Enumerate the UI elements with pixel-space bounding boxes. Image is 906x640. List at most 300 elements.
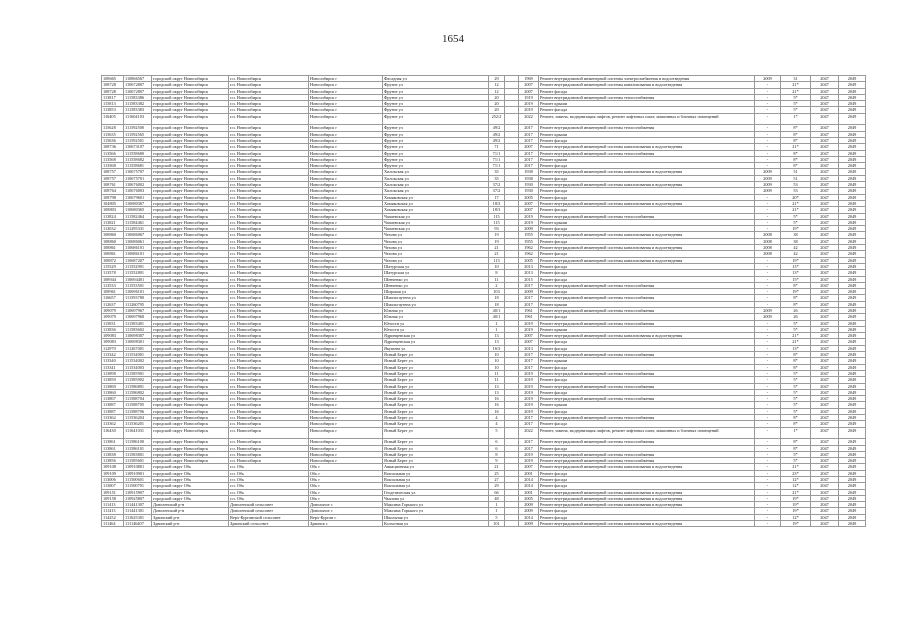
cell-record-id: 109079 — [102, 314, 124, 320]
cell-last-repair-year: - — [755, 445, 781, 451]
cell-plan-start-year: 2047 — [811, 156, 839, 162]
cell-locality: Обь г — [309, 483, 383, 489]
cell-record-id: 113006 — [102, 477, 124, 483]
cell-record-id: 113856 — [102, 458, 124, 464]
cell-house-number: 10 — [489, 364, 505, 370]
cell-plan-start-year: 2047 — [811, 94, 839, 100]
cell-work-type: Ремонт фасада — [539, 339, 755, 345]
cell-house-number: 13 — [489, 339, 505, 345]
cell-last-repair-year: - — [755, 415, 781, 421]
cell-street: Южная ул — [383, 314, 489, 320]
cell-system-code: 111585901 — [124, 370, 152, 376]
cell-last-repair-year: - — [755, 113, 781, 125]
cell-plan-end-year: 2049 — [839, 238, 866, 244]
cell-record-id: 116430 — [102, 427, 124, 439]
cell-locality: Новосибирск г — [309, 232, 383, 238]
cell-wear-years: 8* — [781, 125, 811, 131]
cell-plan-start-year: 2047 — [811, 245, 839, 251]
cell-system-code: 110910901 — [124, 470, 152, 476]
cell-locality: Новосибирск г — [309, 238, 383, 244]
cell-system-code: 111585902 — [124, 377, 152, 383]
cell-record-id: 108861 — [102, 245, 124, 251]
cell-system-code: 111585601 — [124, 458, 152, 464]
cell-system-code: 111534001 — [124, 352, 152, 358]
cell-year-built: 2007 — [519, 200, 539, 206]
cell-plan-end-year: 2049 — [839, 314, 866, 320]
cell-plan-start-year: 2047 — [811, 415, 839, 421]
cell-work-type: Ремонт фасада — [539, 226, 755, 232]
cell-plan-start-year: 2047 — [811, 458, 839, 464]
cell-street: Вокзальная ул — [383, 470, 489, 476]
cell-plan-start-year: 2047 — [811, 521, 839, 527]
cell-settlement: г.п. Новосибирск — [229, 314, 309, 320]
cell-settlement: г.п. Новосибирск — [229, 88, 309, 94]
cell-year-built: 2005 — [519, 257, 539, 263]
cell-plan-start-year: 2047 — [811, 207, 839, 213]
cell-system-code: 111267001 — [124, 345, 152, 351]
cell-year-built: 1969 — [519, 76, 539, 82]
cell-work-type: Ремонт фасада — [539, 194, 755, 200]
cell-locality: Новосибирск г — [309, 144, 383, 150]
table-body — [102, 76, 866, 527]
cell-municipal-district: городской округ Новосибирск — [152, 345, 229, 351]
cell-wear-years: 8* — [781, 439, 811, 445]
cell-plan-start-year: 2047 — [811, 477, 839, 483]
cell-street: Ядринцевская ул — [383, 333, 489, 339]
cell-locality: Новосибирск г — [309, 364, 383, 370]
cell-locality: Новосибирск г — [309, 326, 383, 332]
cell-settlement: г.п. Новосибирск — [229, 458, 309, 464]
cell-record-id: 108757 — [102, 169, 124, 175]
cell-plan-start-year: 2047 — [811, 113, 839, 125]
cell-system-code: 110680365 — [124, 207, 152, 213]
cell-system-code: 110686061 — [124, 238, 152, 244]
cell-work-type: Ремонт крыши — [539, 101, 755, 107]
cell-year-built: 2017 — [519, 415, 539, 421]
cell-street: Авиационная ул — [383, 464, 489, 470]
cell-system-code: 111588704 — [124, 396, 152, 402]
cell-wear-years: 21* — [781, 333, 811, 339]
cell-locality: Новосибирск г — [309, 194, 383, 200]
cell-house-number: 27 — [489, 477, 505, 483]
cell-record-id: 112970 — [102, 345, 124, 351]
cell-municipal-district: городской округ Обь — [152, 464, 229, 470]
cell-plan-start-year: 2047 — [811, 345, 839, 351]
cell-system-code: 110675707 — [124, 169, 152, 175]
cell-record-id: 115635 — [102, 131, 124, 137]
cell-municipal-district: городской округ Новосибирск — [152, 389, 229, 395]
cell-settlement: г.п. Новосибирск — [229, 320, 309, 326]
cell-system-code: 111260795 — [124, 301, 152, 307]
cell-record-id: 113859 — [102, 377, 124, 383]
cell-street: Геодезическая ул — [383, 489, 489, 495]
cell-work-type: Ремонт крыши — [539, 131, 755, 137]
cell-settlement: г.п. Новосибирск — [229, 137, 309, 143]
cell-house-number: 18 — [489, 301, 505, 307]
cell-year-built: 2017 — [519, 131, 539, 137]
cell-plan-end-year: 2049 — [839, 358, 866, 364]
cell-locality: Довольное с — [309, 508, 383, 514]
cell-wear-years: 19* — [781, 521, 811, 527]
cell-settlement: г.п. Новосибирск — [229, 219, 309, 225]
cell-year-built: 2014 — [519, 514, 539, 520]
cell-street: Чапаевская ул — [383, 213, 489, 219]
document-sheet — [101, 75, 865, 527]
cell-street: Хомяковская ул — [383, 194, 489, 200]
cell-record-id: 115831 — [102, 320, 124, 326]
cell-work-type: Ремонт внутридомовой инженерной системы теплоснабжения — [539, 451, 755, 457]
cell-settlement: г.п. Новосибирск — [229, 408, 309, 414]
cell-municipal-district: городской округ Новосибирск — [152, 200, 229, 206]
cell-plan-end-year: 2049 — [839, 207, 866, 213]
cell-street: Ясный Берег ул — [383, 458, 489, 464]
cell-last-repair-year: - — [755, 213, 781, 219]
cell-municipal-district: городской округ Новосибирск — [152, 307, 229, 313]
cell-locality: Новосибирск г — [309, 270, 383, 276]
cell-record-id: 113340 — [102, 358, 124, 364]
cell-work-type: Ремонт фасада — [539, 314, 755, 320]
cell-plan-start-year: 2047 — [811, 439, 839, 445]
cell-system-code: 111500701 — [124, 483, 152, 489]
cell-building — [505, 521, 519, 527]
cell-system-code: 110686101 — [124, 245, 152, 251]
cell-house-number: 18 — [489, 295, 505, 301]
cell-system-code: 111558681 — [124, 163, 152, 169]
cell-municipal-district: городской округ Новосибирск — [152, 175, 229, 181]
cell-system-code: 111583801 — [124, 451, 152, 457]
cell-plan-end-year: 2049 — [839, 333, 866, 339]
cell-settlement: г.п. Новосибирск — [229, 150, 309, 156]
cell-plan-end-year: 2049 — [839, 451, 866, 457]
cell-last-repair-year: - — [755, 125, 781, 131]
cell-house-number: 8 — [489, 451, 505, 457]
cell-work-type: Ремонт фасада — [539, 276, 755, 282]
cell-system-code: 111146407 — [124, 521, 152, 527]
cell-house-number: 11 — [489, 377, 505, 383]
cell-wear-years: 5* — [781, 94, 811, 100]
cell-last-repair-year: 2008 — [755, 245, 781, 251]
cell-house-number: 12 — [489, 82, 505, 88]
cell-municipal-district: городской округ Новосибирск — [152, 445, 229, 451]
cell-wear-years: 5* — [781, 370, 811, 376]
cell-plan-end-year: 2049 — [839, 402, 866, 408]
cell-municipal-district: городской округ Новосибирск — [152, 101, 229, 107]
cell-settlement: г.п. Обь — [229, 464, 309, 470]
cell-work-type: Ремонт фасада — [539, 289, 755, 295]
cell-locality: Новосибирск г — [309, 107, 383, 113]
cell-house-number: 10 — [489, 352, 505, 358]
cell-system-code: 111582464 — [124, 213, 152, 219]
cell-municipal-district: городской округ Новосибирск — [152, 194, 229, 200]
cell-work-type: Ремонт внутридомовой инженерной системы канализования и водоотведения — [539, 245, 755, 251]
cell-work-type: Ремонт крыши — [539, 402, 755, 408]
cell-building — [505, 427, 519, 439]
cell-work-type: Ремонт внутридомовой инженерной системы электроснабжения и водоотведения — [539, 76, 755, 82]
cell-locality: Новосибирск г — [309, 200, 383, 206]
cell-plan-start-year: 2047 — [811, 169, 839, 175]
cell-work-type: Ремонт крыши — [539, 301, 755, 307]
cell-municipal-district: городской округ Новосибирск — [152, 439, 229, 445]
cell-street: Юности ул — [383, 326, 489, 332]
cell-municipal-district: городской округ Новосибирск — [152, 82, 229, 88]
cell-settlement: г.п. Новосибирск — [229, 245, 309, 251]
cell-plan-start-year: 2047 — [811, 445, 839, 451]
cell-settlement: г.п. Обь — [229, 477, 309, 483]
cell-street: Фрунзе ул — [383, 107, 489, 113]
cell-record-id: 113853 — [102, 107, 124, 113]
cell-locality: Новосибирск г — [309, 345, 383, 351]
cell-settlement: г.п. Новосибирск — [229, 125, 309, 131]
cell-house-number: 11 — [489, 370, 505, 376]
cell-year-built: 2007 — [519, 207, 539, 213]
cell-house-number: 13 — [489, 389, 505, 395]
cell-plan-start-year: 2047 — [811, 232, 839, 238]
cell-record-id: 109079 — [102, 307, 124, 313]
cell-house-number: 93 — [489, 226, 505, 232]
cell-house-number: 16 — [489, 408, 505, 414]
cell-record-id: 108728 — [102, 82, 124, 88]
cell-street: Южная ул — [383, 307, 489, 313]
cell-work-type: Ремонт внутридомовой инженерной системы теплоснабжения — [539, 295, 755, 301]
cell-wear-years: 8* — [781, 415, 811, 421]
cell-year-built: 2009 — [519, 508, 539, 514]
cell-year-built: 2017 — [519, 301, 539, 307]
cell-municipal-district: городской округ Новосибирск — [152, 238, 229, 244]
cell-system-code: 111295331 — [124, 226, 152, 232]
cell-locality: Новосибирск г — [309, 339, 383, 345]
cell-wear-years: 23* — [781, 470, 811, 476]
cell-locality: Новосибирск г — [309, 88, 383, 94]
cell-locality: Новосибирск г — [309, 182, 383, 188]
cell-house-number: 35 — [489, 175, 505, 181]
cell-wear-years: 5* — [781, 101, 811, 107]
cell-system-code: 111583383 — [124, 107, 152, 113]
cell-year-built: 1938 — [519, 169, 539, 175]
cell-settlement: г.п. Новосибирск — [229, 364, 309, 370]
cell-locality: Новосибирск г — [309, 125, 383, 131]
cell-last-repair-year: 2008 — [755, 238, 781, 244]
cell-plan-start-year: 2047 — [811, 257, 839, 263]
cell-locality: Новосибирск г — [309, 307, 383, 313]
cell-locality: Обь г — [309, 477, 383, 483]
cell-street: Фрунзе ул — [383, 156, 489, 162]
cell-plan-end-year: 2049 — [839, 389, 866, 395]
cell-plan-start-year: 2047 — [811, 495, 839, 501]
cell-plan-end-year: 2049 — [839, 320, 866, 326]
cell-street: Чехова ул — [383, 257, 489, 263]
cell-house-number: 35 — [489, 169, 505, 175]
cell-plan-end-year: 2049 — [839, 383, 866, 389]
cell-last-repair-year: - — [755, 339, 781, 345]
cell-municipal-district: Доволенский р-н — [152, 508, 229, 514]
cell-street: Фрунзе ул — [383, 150, 489, 156]
cell-year-built: 2017 — [519, 439, 539, 445]
cell-plan-start-year: 2047 — [811, 396, 839, 402]
cell-plan-start-year: 2047 — [811, 194, 839, 200]
cell-plan-end-year: 2049 — [839, 289, 866, 295]
cell-system-code: 111500601 — [124, 477, 152, 483]
cell-system-code: 111583602 — [124, 326, 152, 332]
cell-last-repair-year: - — [755, 421, 781, 427]
cell-year-built: 1961 — [519, 307, 539, 313]
cell-settlement: г.п. Обь — [229, 489, 309, 495]
cell-last-repair-year: - — [755, 194, 781, 200]
cell-record-id: 113867 — [102, 396, 124, 402]
cell-plan-start-year: 2047 — [811, 137, 839, 143]
cell-year-built: 2022 — [519, 427, 539, 439]
cell-municipal-district: Доволенский р-н — [152, 502, 229, 508]
cell-wear-years: 8* — [781, 364, 811, 370]
cell-municipal-district: городской округ Новосибирск — [152, 188, 229, 194]
cell-street: Фрунзе ул — [383, 144, 489, 150]
cell-plan-start-year: 2047 — [811, 82, 839, 88]
cell-municipal-district: городской округ Новосибирск — [152, 125, 229, 131]
cell-work-type: Ремонт крыши — [539, 326, 755, 332]
cell-plan-start-year: 2047 — [811, 383, 839, 389]
cell-locality: Новосибирск г — [309, 219, 383, 225]
cell-last-repair-year: - — [755, 389, 781, 395]
cell-last-repair-year: - — [755, 427, 781, 439]
cell-municipal-district: городской округ Новосибирск — [152, 263, 229, 269]
cell-wear-years: 42 — [781, 251, 811, 257]
cell-street: Ясный Берег ул — [383, 364, 489, 370]
cell-plan-end-year: 2049 — [839, 101, 866, 107]
cell-record-id: 111413 — [102, 502, 124, 508]
cell-record-id: 108961 — [102, 289, 124, 295]
cell-record-id: 115529 — [102, 263, 124, 269]
cell-locality: Новосибирск г — [309, 150, 383, 156]
cell-last-repair-year: - — [755, 270, 781, 276]
cell-last-repair-year: - — [755, 451, 781, 457]
cell-last-repair-year: 2009 — [755, 307, 781, 313]
cell-plan-end-year: 2049 — [839, 396, 866, 402]
cell-work-type: Ремонт фасада — [539, 508, 755, 514]
cell-locality: Новосибирск г — [309, 188, 383, 194]
cell-work-type: Ремонт внутридомовой инженерной системы канализования и водоотведения — [539, 82, 755, 88]
cell-house-number: 1 — [489, 508, 505, 514]
cell-wear-years: 21* — [781, 144, 811, 150]
cell-plan-start-year: 2047 — [811, 389, 839, 395]
cell-municipal-district: городской округ Новосибирск — [152, 276, 229, 282]
cell-plan-start-year: 2047 — [811, 326, 839, 332]
cell-year-built: 2017 — [519, 282, 539, 288]
cell-last-repair-year: - — [755, 200, 781, 206]
cell-year-built: 2007 — [519, 88, 539, 94]
cell-plan-start-year: 2047 — [811, 219, 839, 225]
cell-locality: Новосибирск г — [309, 427, 383, 439]
cell-plan-end-year: 2049 — [839, 489, 866, 495]
cell-work-type: Ремонт фасада — [539, 251, 755, 257]
cell-plan-end-year: 2049 — [839, 307, 866, 313]
cell-street: Чехова ул — [383, 251, 489, 257]
cell-settlement: Доволенский сельсовет — [229, 502, 309, 508]
cell-locality: Новосибирск г — [309, 402, 383, 408]
cell-street: Ядринцевская ул — [383, 339, 489, 345]
cell-municipal-district: городской округ Новосибирск — [152, 213, 229, 219]
cell-settlement: г.п. Новосибирск — [229, 352, 309, 358]
cell-plan-end-year: 2049 — [839, 514, 866, 520]
cell-house-number: 21 — [489, 245, 505, 251]
cell-last-repair-year: - — [755, 144, 781, 150]
cell-municipal-district: городской округ Новосибирск — [152, 107, 229, 113]
cell-record-id: 108757 — [102, 175, 124, 181]
cell-house-number: 49/2 — [489, 125, 505, 131]
cell-house-number: 71/1 — [489, 156, 505, 162]
cell-house-number: 21 — [489, 464, 505, 470]
cell-plan-end-year: 2049 — [839, 377, 866, 383]
cell-settlement: г.п. Новосибирск — [229, 439, 309, 445]
cell-municipal-district: городской округ Новосибирск — [152, 76, 229, 82]
cell-plan-end-year: 2049 — [839, 263, 866, 269]
cell-settlement: г.п. Новосибирск — [229, 194, 309, 200]
cell-system-code: 111625301 — [124, 514, 152, 520]
cell-settlement: г.п. Новосибирск — [229, 370, 309, 376]
cell-locality: Новосибирск г — [309, 276, 383, 282]
cell-last-repair-year: 2008 — [755, 251, 781, 257]
cell-house-number: 103 — [489, 289, 505, 295]
cell-record-id: 113838 — [102, 451, 124, 457]
cell-record-id: 112637 — [102, 301, 124, 307]
cell-house-number: 29 — [489, 76, 505, 82]
cell-locality: Новосибирск г — [309, 207, 383, 213]
cell-system-code: 110686067 — [124, 232, 152, 238]
cell-municipal-district: городской округ Новосибирск — [152, 169, 229, 175]
cell-house-number: 40/1 — [489, 314, 505, 320]
cell-street: Хилокская ул — [383, 182, 489, 188]
cell-house-number: 13 — [489, 333, 505, 339]
cell-locality: Новосибирск г — [309, 282, 383, 288]
cell-record-id: 115628 — [102, 125, 124, 131]
cell-locality: Новосибирск г — [309, 333, 383, 339]
cell-wear-years: 15* — [781, 276, 811, 282]
cell-plan-end-year: 2049 — [839, 521, 866, 527]
cell-street: Вокзальная ул — [383, 483, 489, 489]
cell-municipal-district: городской округ Новосибирск — [152, 156, 229, 162]
cell-last-repair-year: - — [755, 301, 781, 307]
cell-record-id: 113362 — [102, 421, 124, 427]
cell-plan-end-year: 2049 — [839, 508, 866, 514]
cell-locality: Новосибирск г — [309, 257, 383, 263]
cell-plan-end-year: 2049 — [839, 131, 866, 137]
cell-year-built: 1919 — [519, 94, 539, 100]
cell-plan-end-year: 2049 — [839, 470, 866, 476]
cell-system-code: 111586100 — [124, 439, 152, 445]
cell-municipal-district: городской округ Новосибирск — [152, 352, 229, 358]
cell-work-type: Ремонт фасада — [539, 477, 755, 483]
cell-municipal-district: городской округ Новосибирск — [152, 339, 229, 345]
cell-house-number: 40/1 — [489, 307, 505, 313]
cell-settlement: г.п. Новосибирск — [229, 445, 309, 451]
cell-plan-start-year: 2047 — [811, 358, 839, 364]
cell-last-repair-year: - — [755, 257, 781, 263]
cell-work-type: Ремонт фасада — [539, 445, 755, 451]
cell-municipal-district: городской округ Новосибирск — [152, 295, 229, 301]
cell-system-code: 111588705 — [124, 402, 152, 408]
cell-work-type: Ремонт фасада — [539, 408, 755, 414]
cell-settlement: г.п. Новосибирск — [229, 76, 309, 82]
cell-plan-end-year: 2049 — [839, 502, 866, 508]
cell-year-built: 2019 — [519, 408, 539, 414]
cell-work-type: Ремонт, замена, модернизация лифтов, ремонт лифтовых шахт, машинных и блочных помещений — [539, 113, 755, 125]
cell-street: Ясный Берег ул — [383, 358, 489, 364]
cell-house-number: 5 — [489, 514, 505, 520]
cell-year-built: 2009 — [519, 289, 539, 295]
cell-settlement: г.п. Новосибирск — [229, 421, 309, 427]
cell-record-id: 113578 — [102, 270, 124, 276]
cell-last-repair-year: - — [755, 495, 781, 501]
cell-locality: Обь г — [309, 495, 383, 501]
cell-work-type: Ремонт внутридомовой инженерной системы теплоснабжения — [539, 396, 755, 402]
